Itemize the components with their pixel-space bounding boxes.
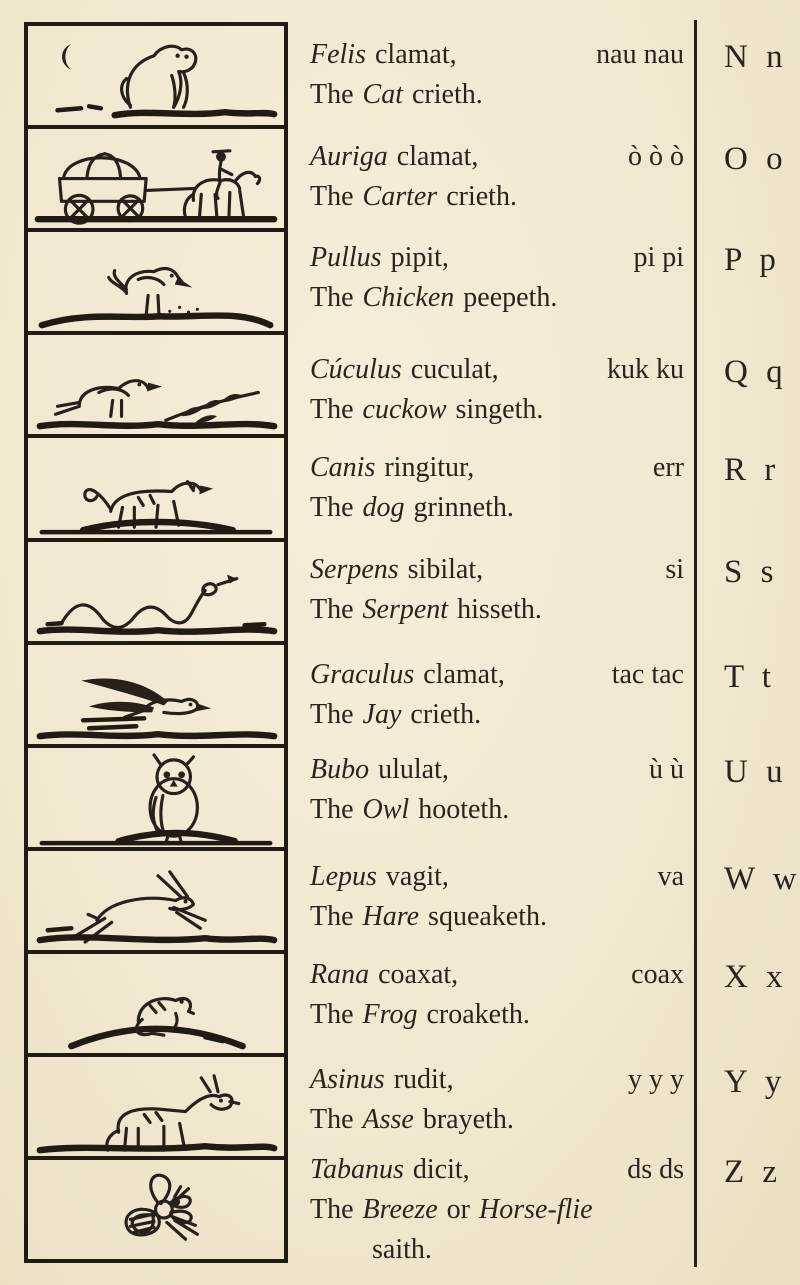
entry-chicken [310,238,684,318]
eng-pre: The [310,794,354,825]
latin-phrase [310,1060,454,1100]
eng-animal: Serpent [362,594,449,625]
latin-line [310,750,684,790]
english-line [310,590,684,630]
entry-hare [310,857,684,937]
latin-phrase [310,137,478,177]
latin-verb: dicit, [412,1154,470,1185]
panel-hare [28,851,284,954]
latin-line [310,857,684,897]
latin-phrase [310,955,458,995]
latin-verb: cuculat, [410,354,499,385]
eng-post: croaketh. [426,999,530,1030]
eng-pre: The [310,901,354,932]
latin-name: Tabanus [310,1154,404,1185]
panel-owl [28,748,284,851]
animal-sound: tac tac [611,659,684,690]
latin-verb: sibilat, [407,554,484,585]
panel-dog [28,438,284,541]
letter-pair-z: Z z [724,1154,778,1190]
panel-cat [28,26,284,129]
latin-phrase [310,350,499,390]
eng-animal: Frog [362,999,418,1030]
latin-name: Auriga [310,141,388,172]
latin-verb: vagit, [385,861,449,892]
eng-pre: The [310,282,354,313]
latin-name: Lepus [310,861,377,892]
latin-verb: clamat, [375,39,457,70]
hare-woodcut [28,851,284,950]
animal-sound: va [657,861,684,892]
english-line [310,75,684,115]
eng-pre: The [310,999,354,1030]
latin-name: Canis [310,452,376,483]
eng-animal: Owl [362,794,410,825]
chicken-woodcut [28,232,284,331]
entry-horse-fly [310,1150,684,1270]
latin-phrase [310,35,457,75]
latin-name: Bubo [310,754,370,785]
picture-frame [24,22,288,1263]
english-line [310,790,684,830]
eng-animal: dog [362,492,405,523]
panel-horse-fly [28,1160,284,1259]
latin-name: Graculus [310,659,415,690]
eng-post: crieth. [412,79,483,110]
serpent-woodcut [28,542,284,641]
latin-phrase [310,655,505,695]
english-line [310,390,684,430]
latin-phrase [310,750,449,790]
latin-name: Cúculus [310,354,402,385]
latin-name: Asinus [310,1064,385,1095]
eng-animal: Hare [362,901,420,932]
animal-sound: y y y [628,1064,684,1095]
entry-cuckoo [310,350,684,430]
english-line [310,488,684,528]
eng-pre: The [310,594,354,625]
latin-line [310,1060,684,1100]
english-line [310,1190,684,1230]
eng-post: squeaketh. [428,901,548,932]
carter-wagon-woodcut [28,129,284,228]
english-line [310,695,684,735]
letter-pair-p: P p [724,242,776,278]
latin-verb: ululat, [378,754,449,785]
eng-pre: The [310,394,354,425]
latin-verb: clamat, [396,141,479,172]
ass-woodcut [28,1057,284,1156]
latin-line [310,550,684,590]
latin-line [310,350,684,390]
animal-sound: pi pi [633,242,684,273]
english-line [310,278,684,318]
eng-animal: Cat [362,79,403,110]
letter-pair-x: X x [724,959,783,995]
letter-pair-t: T t [724,659,771,695]
latin-line [310,955,684,995]
latin-name: Rana [310,959,370,990]
animal-sound: ò ò ò [628,141,684,172]
latin-verb: clamat, [423,659,505,690]
entry-dog [310,448,684,528]
letter-pair-o: O o [724,141,783,177]
eng-pre: The [310,79,354,110]
eng-animal: Breeze [362,1194,438,1225]
eng-animal-2: Horse-flie [479,1194,593,1225]
eng-animal: cuckow [362,394,447,425]
panel-jay [28,645,284,748]
entry-serpent [310,550,684,630]
eng-animal: Jay [362,699,402,730]
english-line [310,995,684,1035]
panel-serpent [28,542,284,645]
english-line [310,177,684,217]
eng-post: hooteth. [418,794,510,825]
eng-mid: or [446,1194,470,1225]
letter-pair-q: Q q [724,354,783,390]
eng-post: crieth. [446,181,517,212]
jay-woodcut [28,645,284,744]
eng-pre: The [310,492,354,523]
eng-post: brayeth. [422,1104,514,1135]
eng-animal: Carter [362,181,438,212]
latin-line [310,35,684,75]
latin-phrase [310,550,483,590]
panel-chicken [28,232,284,335]
animal-sound: si [665,554,684,585]
eng-animal: Asse [362,1104,414,1135]
eng-post: grinneth. [413,492,514,523]
animal-sound: coax [631,959,684,990]
latin-name: Felis [310,39,366,70]
cat-woodcut [28,26,284,125]
eng-pre: The [310,1104,354,1135]
letter-pair-n: N n [724,39,783,75]
letter-pair-w: W w [724,861,797,897]
latin-name: Serpens [310,554,399,585]
panel-frog [28,954,284,1057]
entry-ass [310,1060,684,1140]
entry-jay [310,655,684,735]
latin-phrase [310,857,449,897]
animal-sound: nau nau [596,39,684,70]
latin-verb: pipit, [390,242,449,273]
english-line [310,1100,684,1140]
dog-woodcut [28,438,284,537]
animal-sound: kuk ku [607,354,684,385]
latin-line [310,1150,684,1190]
latin-line [310,655,684,695]
letter-pair-y: Y y [724,1064,782,1100]
frog-woodcut [28,954,284,1053]
cuckoo-woodcut [28,335,284,434]
latin-verb: rudit, [393,1064,454,1095]
latin-line [310,137,684,177]
letter-pair-u: U u [724,754,783,790]
latin-name: Pullus [310,242,382,273]
latin-phrase [310,448,474,488]
eng-post: hisseth. [457,594,542,625]
eng-pre: The [310,181,354,212]
column-rule [694,20,697,1267]
owl-woodcut [28,748,284,847]
latin-line [310,238,684,278]
entry-owl [310,750,684,830]
latin-verb: ringitur, [384,452,475,483]
english-line-3: saith. [372,1234,432,1265]
latin-verb: coaxat, [378,959,459,990]
entry-cat [310,35,684,115]
entry-carter [310,137,684,217]
eng-post: singeth. [455,394,544,425]
eng-post: peepeth. [463,282,558,313]
latin-phrase [310,1150,470,1190]
panel-ass [28,1057,284,1160]
latin-phrase [310,238,449,278]
horse-fly-woodcut [28,1160,284,1259]
entry-frog [310,955,684,1035]
animal-sound: ù ù [649,754,684,785]
eng-pre: The [310,699,354,730]
eng-post: crieth. [410,699,482,730]
letter-pair-r: R r [724,452,776,488]
panel-carter [28,129,284,232]
animal-sound: err [652,452,684,483]
eng-pre: The [310,1194,354,1225]
eng-animal: Chicken [362,282,455,313]
animal-sound: ds ds [627,1154,684,1185]
latin-line [310,448,684,488]
panel-cuckoo [28,335,284,438]
english-line [310,897,684,937]
letter-pair-s: S s [724,554,774,590]
